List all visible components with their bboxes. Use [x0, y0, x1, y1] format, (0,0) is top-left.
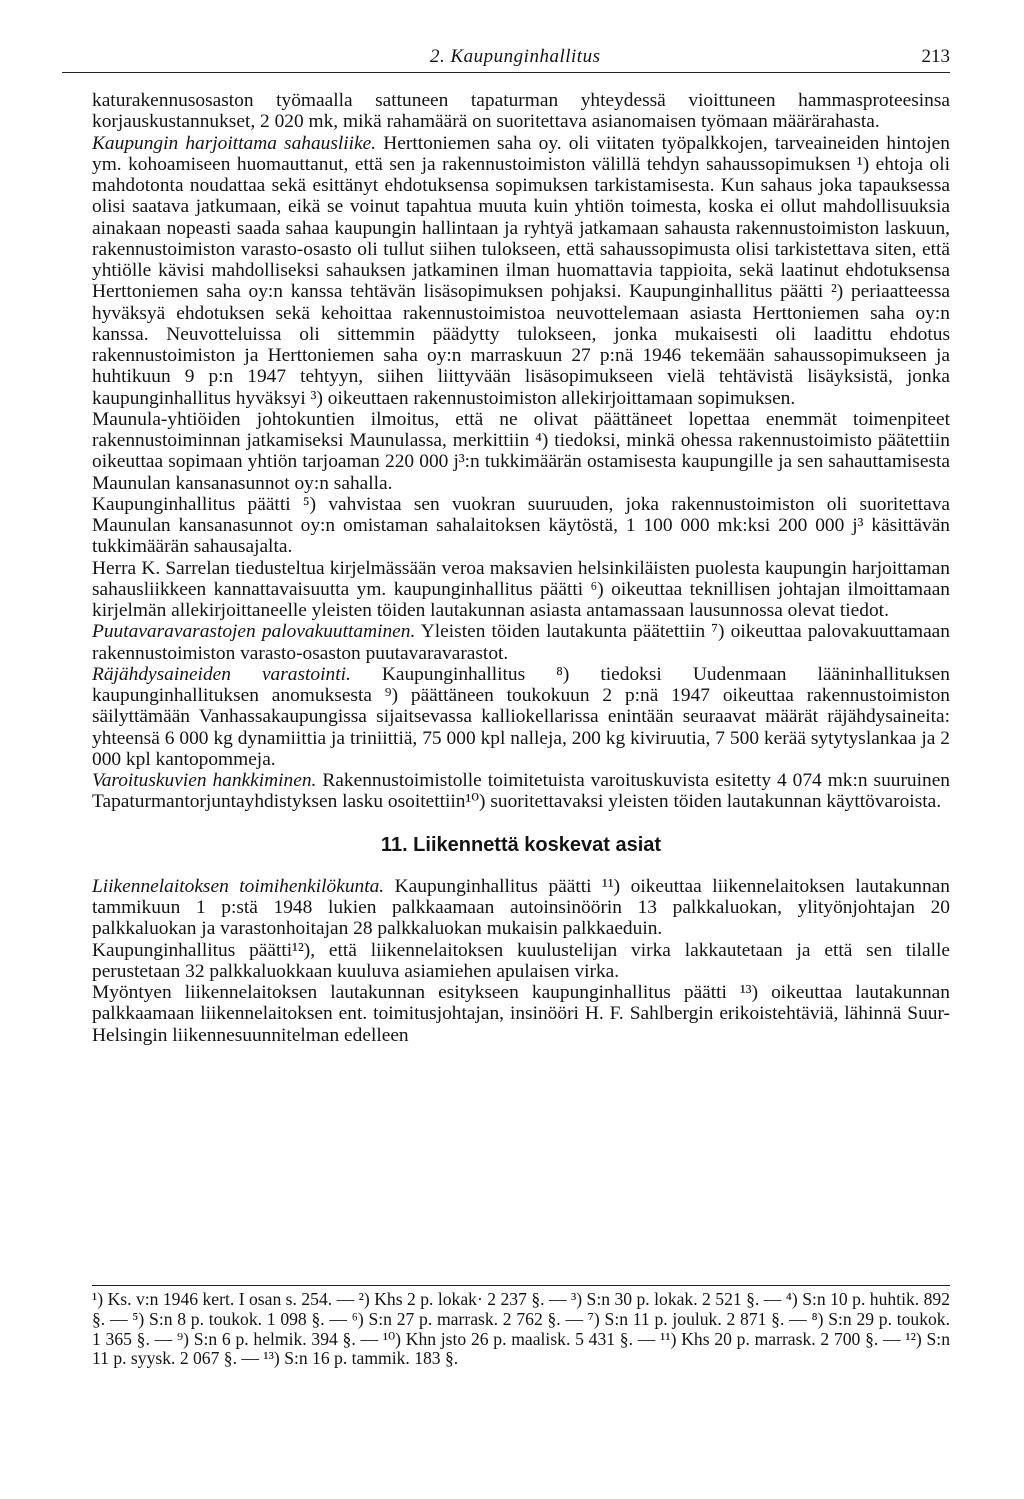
paragraph: [92, 876, 950, 940]
paragraph-text: Rakennustoimistolle toimitetuista varoituskuvista esitetty 4 074 mk:n suuruinen Tapaturmantorjuntayhdistyksen lasku osoitettiin¹⁰) suoritettavaksi yleisten töiden lautakunnan käyttövaroista.: [92, 770, 950, 813]
italic-lead: Kaupungin harjoittama sahausliike.: [92, 132, 377, 154]
footnote-text: ¹) Ks. v:n 1946 kert. I osan s. 254. — ²) Khs 2 p. lokak· 2 237 §. — ³) S:n 30 p. lokak. 2 521 §. — ⁴) S:n 10 p. huhtik. 892 §. — ⁵) S:n 8 p. toukok. 1 098 §. — ⁶) S:n 27 p. marrask. 2 762 §. — ⁷) S:n 11 p. jouluk. 2 871 §. — ⁸) S:n 29 p. toukok. 1 365 §. — ⁹) S:n 6 p. helmik. 394 §. — ¹⁰) Khn jsto 26 p. maalisk. 5 431 §. — ¹¹) Khs 20 p. marrask. 2 700 §. — ¹²) S:n 11 p. syysk. 2 067 §. — ¹³) S:n 16 p. tammik. 183 §.: [92, 1289, 950, 1369]
paragraph: Maunula-yhtiöiden johtokuntien ilmoitus, että ne olivat päättäneet lopettaa enemmät toimenpiteet rakennustoiminnan jatkamiseksi Maunulassa, merkittiin ⁴) tiedoksi, minkä ohessa rakennustoimisto päätettiin oikeuttaa sopimaan yhtiön tarjoaman 220 000 j³:n tukkimäärän ostamisesta kaupungille ja sen sahauttamisesta Maunulan kansanasunnot oy:n sahalla.: [92, 408, 950, 494]
section-heading: 11. Liikennettä koskevat asiat: [380, 833, 662, 856]
italic-lead: Puutavaravarastojen palovakuuttaminen.: [92, 621, 416, 643]
paragraph: Herra K. Sarrelan tiedusteltua kirjelmässään veroa maksavien helsinkiläisten puolesta kaupungin harjoittaman sahausliikkeen kannattavaisuutta ym. kaupunginhallitus päätti ⁶) oikeuttaa teknillisen johtajan ilmoittamaan kirjelmän allekirjoittaneelle yleisten töiden lautakunnan asiasta antamassaan lausunnossa olevat tiedot.: [92, 557, 950, 621]
paragraph-text: Herttoniemen saha oy. oli viitaten työpalkkojen, tarveaineiden hintojen ym. kohoamiseen huomauttanut, että sen ja rakennustoimiston välillä tehdyn sahaussopimuksen ¹) ehtoja oli mahdotonta noudattaa sekä esittänyt ehdotuksensa sopimuksen tarkistamisesta. Kun sahaus joka tapauksessa olisi saatava jatkumaan, eikä se voinut tapahtua muuta kuin yhtiön toimesta, koska ei ollut mahdollisuuksia ainakaan nopeasti saada sahaa kaupungin hallintaan ja ryhtyä jatkamaan sahausta rakennustoimiston laskuun, rakennustoimiston varasto-osasto oli tullut siihen tulokseen, että sahaussopimusta olisi tarkistettava siten, että yhtiölle kävisi mahdolliseksi sahauksen jatkaminen ilman huomattavia tappioita, sekä laatinut ehdotuksensa Herttoniemen saha oy:n kanssa tehtävän lisäsopimuksen pohjaksi. Kaupunginhallitus päätti ²) periaatteessa hyväksyä ehdotuksen sekä kehoittaa rakennustoimistoa neuvottelemaan asiasta Herttoniemen saha oy:n kanssa. Neuvotteluissa oli sittemmin päädytty tulokseen, jonka mukaisesti oli laadittu ehdotus rakennustoimiston ja Herttoniemen saha oy:n marraskuun 27 p:nä 1946 tekemään sahaussopimukseen ja huhtikuun 9 p:n 1947 tehtyyn, siihen liittyvään lisäsopimukseen vielä tehtävistä lisäyksistä, jonka kaupunginhallitus hyväksyi ³) oikeuttaen rakennustoimiston allekirjoittamaan sopimuksen.: [92, 132, 950, 409]
running-header: [62, 42, 950, 73]
paragraph: [92, 664, 950, 770]
page-number: 213: [921, 46, 950, 67]
paragraph-text: Kaupunginhallitus ⁸) tiedoksi Uudenmaan lääninhallituksen kaupunginhallituksen anomuksesta ⁹) päättäneen toukokuun 2 p:nä 1947 oikeuttaa rakennustoimiston säilyttämään Vanhassakaupungissa sijaitsevassa kalliokellarissa enintään seuraavat määrät räjähdysaineita: yhteensä 6 000 kg dynamiittia ja triniittiä, 75 000 kpl nalleja, 200 kg kiviruutia, 7 500 kerää sytytyslankaa ja 2 000 kpl kantopommeja.: [92, 663, 950, 770]
paragraph: Myöntyen liikennelaitoksen lautakunnan esitykseen kaupunginhallitus päätti ¹³) oikeuttaa lautakunnan palkkaamaan liikennelaitoksen ent. toimitusjohtajan, insinööri H. F. Sahlbergin erikoistehtäviä, lähinnä Suur-Helsingin liikennesuunnitelman edelleen: [92, 982, 950, 1046]
paragraph: katurakennusosaston työmaalla sattuneen tapaturman yhteydessä vioittuneen hammasproteesinsa korjauskustannukset, 2 020 mk, mikä rahamäärä on suoritettava asianomaisen työmaan määrärahasta.: [92, 90, 950, 133]
paragraph: [92, 133, 950, 409]
paragraph: [92, 770, 950, 813]
paragraph: Kaupunginhallitus päätti¹²), että liikennelaitoksen kuulustelijan virka lakkautetaan ja että sen tilalle perustetaan 32 palkkaluokkaan kuuluva asiamiehen apulaisen virka.: [92, 939, 950, 982]
paragraph-text: Kaupunginhallitus päätti ¹¹) oikeuttaa liikennelaitoksen lautakunnan tammikuun 1 p:stä 1948 lukien palkkaamaan autoinsinöörin 13 palkkaluokan, ylityönjohtajan 20 palkkaluokan ja varastonhoitajan 28 palkkaluokan mukaisin palkkaeduin.: [92, 875, 950, 940]
italic-lead: Räjähdysaineiden varastointi.: [92, 663, 351, 685]
paragraph: Kaupunginhallitus päätti ⁵) vahvistaa sen vuokran suuruuden, joka rakennustoimiston oli suoritettava Maunulan kansanasunnot oy:n omistaman sahalaitoksen käytöstä, 1 100 000 mk:ksi 200 000 j³ käsittävän tukkimäärän sahausajalta.: [92, 493, 950, 558]
footnotes: [92, 1285, 950, 1369]
paragraph-text: Yleisten töiden lautakunta päätettiin ⁷) oikeuttaa palovakuuttamaan rakennustoimiston varasto-osaston puutavaravarastot.: [92, 621, 950, 664]
body-text: [92, 90, 950, 1046]
header-title: 2. Kaupunginhallitus: [430, 46, 601, 67]
italic-lead: Liikennelaitoksen toimihenkilökunta.: [92, 875, 385, 897]
italic-lead: Varoituskuvien hankkiminen.: [92, 770, 317, 791]
paragraph: [92, 621, 950, 664]
